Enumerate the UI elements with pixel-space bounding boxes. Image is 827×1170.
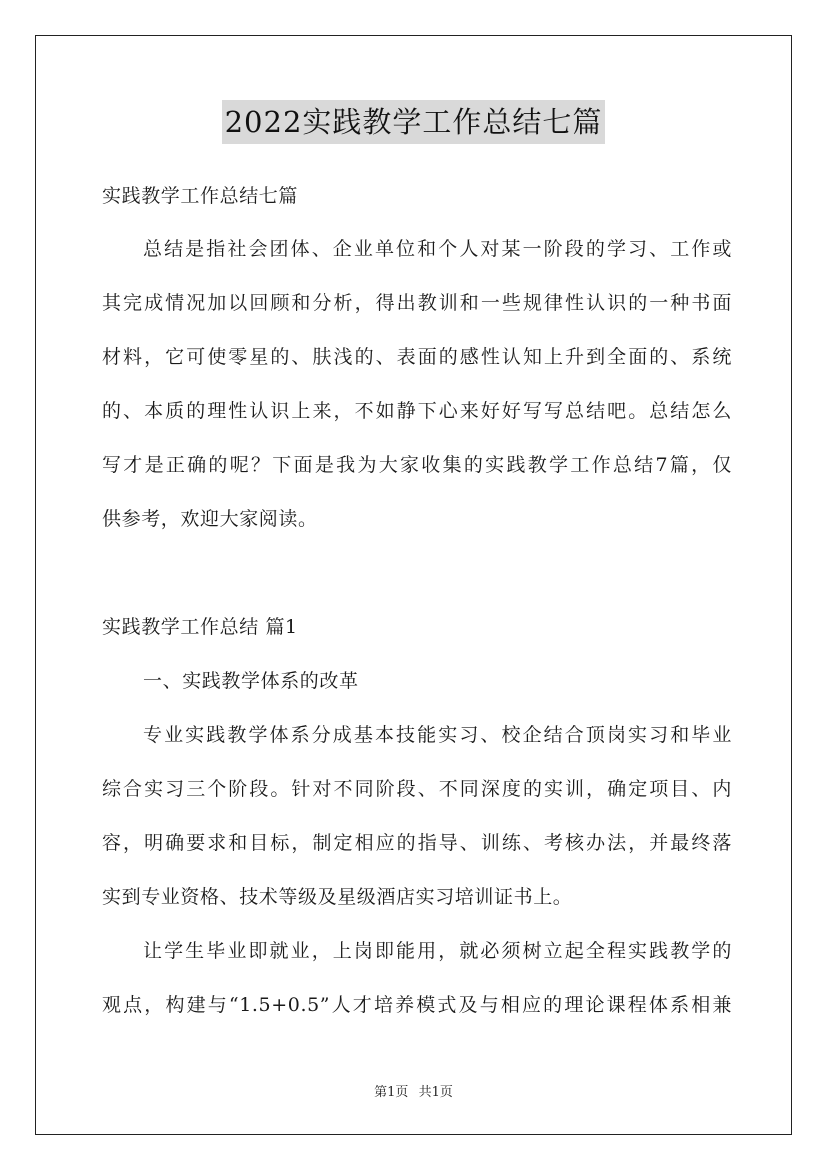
subheading: 一、实践教学体系的改革 xyxy=(143,670,359,692)
page-number: 第1页 xyxy=(374,1085,409,1100)
title-wrapper xyxy=(0,100,827,144)
para2-line-1: 让学生毕业即就业，上岗即能用，就必须树立起全程实践教学的 xyxy=(143,940,732,962)
para1-line-4: 实到专业资格、技术等级及星级酒店实习培训证书上。 xyxy=(102,886,573,908)
intro-line-4: 的、本质的理性认识上来，不如静下心来好好写写总结吧。总结怎么 xyxy=(102,400,732,422)
page-footer xyxy=(0,1084,827,1102)
para1-line-1: 专业实践教学体系分成基本技能实习、校企结合顶岗实习和毕业 xyxy=(143,724,732,746)
para1-line-2: 综合实习三个阶段。针对不同阶段、不同深度的实训，确定项目、内 xyxy=(102,778,732,800)
intro-line-6: 供参考，欢迎大家阅读。 xyxy=(102,508,318,530)
intro-line-1: 总结是指社会团体、企业单位和个人对某一阶段的学习、工作或 xyxy=(143,238,732,260)
document-subtitle: 实践教学工作总结七篇 xyxy=(102,185,299,207)
intro-line-5: 写才是正确的呢？下面是我为大家收集的实践教学工作总结7篇，仅 xyxy=(102,454,732,476)
para1-line-3: 容，明确要求和目标，制定相应的指导、训练、考核办法，并最终落 xyxy=(102,832,732,854)
document-title: 2022实践教学工作总结七篇 xyxy=(222,100,606,144)
intro-line-2: 其完成情况加以回顾和分析，得出教训和一些规律性认识的一种书面 xyxy=(102,292,732,314)
para2-line-2: 观点，构建与“1.5+0.5”人才培养模式及与相应的理论课程体系相兼 xyxy=(102,994,732,1016)
section-heading: 实践教学工作总结 篇1 xyxy=(102,616,298,638)
intro-line-3: 材料，它可使零星的、肤浅的、表面的感性认知上升到全面的、系统 xyxy=(102,346,732,368)
page-total: 共1页 xyxy=(418,1085,453,1100)
